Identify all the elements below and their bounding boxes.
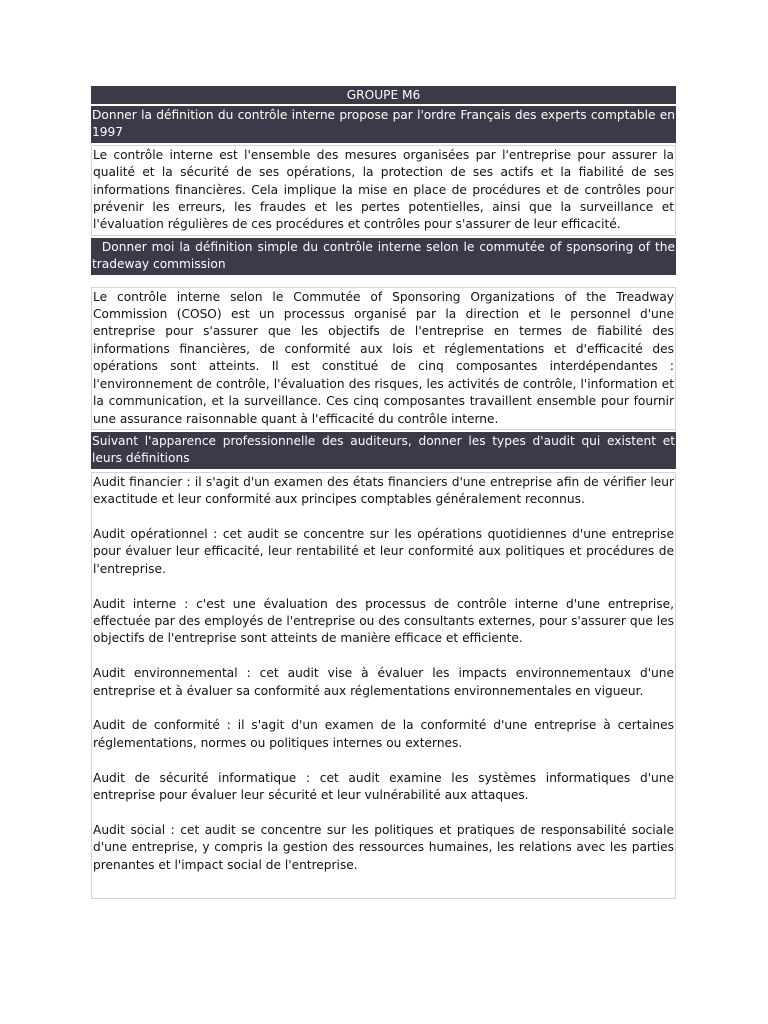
audit-item-environnemental: Audit environnemental : cet audit vise à évaluer les impacts environnementaux d'une entreprise et à évaluer sa conformité aux réglementations environnementales en vigueur. <box>93 666 674 698</box>
audit-types-list <box>91 472 676 899</box>
audit-item-securite-informatique: Audit de sécurité informatique : cet audit examine les systèmes informatiques d'une entreprise pour évaluer leur sécurité et leur vulnérabilité aux attaques. <box>93 770 674 802</box>
audit-item-social: Audit social : cet audit se concentre sur les politiques et pratiques de responsabilité sociale d'une entreprise, y compris la gestion des ressources humaines, les relations avec les parties prenantes et l'impact social de l'entreprise. <box>93 822 674 872</box>
audit-item-conformite: Audit de conformité : il s'agit d'un examen de la conformité d'une entreprise à certaines réglementations, normes ou politiques internes ou externes. <box>93 718 674 750</box>
audit-item-interne: Audit interne : c'est une évaluation des processus de contrôle interne d'une entreprise, effectuée par des employés de l'entreprise ou des consultants externes, pour s'assurer que les objectifs de l'entreprise sont atteints de manière efficace et efficiente. <box>93 596 674 646</box>
answer-2: Le contrôle interne selon le Commutée of Sponsoring Organizations of the Treadway Commission (COSO) est un processus organisé par la direction et le personnel d'une entreprise pour s'assurer que les objectifs de l'entreprise en termes de fiabilité des informations financières, de conformité aux lois et réglementations et d'efficacité des opérations sont atteints. Il est constitué de cinq composantes interdépendantes : l'environnement de contrôle, l'évaluation des risques, les activités de contrôle, l'information et la communication, et la surveillance. Ces cinq composantes travaillent ensemble pour fournir une assurance raisonnable quant à l'efficacité du contrôle interne. <box>91 287 676 430</box>
audit-item-operationnel: Audit opérationnel : cet audit se concentre sur les opérations quotidiennes d'une entreprise pour évaluer leur efficacité, leur rentabilité et leur conformité aux politiques et procédures de l'entreprise. <box>93 526 674 576</box>
audit-item-financier: Audit financier : il s'agit d'un examen des états financiers d'une entreprise afin de vérifier leur exactitude et leur conformité aux principes comptables généralement reconnus. <box>93 474 674 507</box>
question-1: Donner la définition du contrôle interne propose par l'ordre Français des experts comptable en 1997 <box>91 106 676 143</box>
document-title: GROUPE M6 <box>91 86 676 104</box>
answer-1: Le contrôle interne est l'ensemble des mesures organisées par l'entreprise pour assurer la qualité et la sécurité de ses opérations, la protection de ses actifs et la fiabilité de ses informations financières. Cela implique la mise en place de procédures et de contrôles pour prévenir les erreurs, les fraudes et les pertes potentielles, ainsi que la surveillance et l'évaluation régulières de ces procédures et contrôles pour s'assurer de leur efficacité. <box>91 145 676 236</box>
question-3: Suivant l'apparence professionnelle des auditeurs, donner les types d'audit qui existent et leurs définitions <box>91 432 676 469</box>
document <box>91 86 679 899</box>
question-2: Donner moi la définition simple du contrôle interne selon le commutée of sponsoring of the tradeway commission <box>91 238 676 275</box>
